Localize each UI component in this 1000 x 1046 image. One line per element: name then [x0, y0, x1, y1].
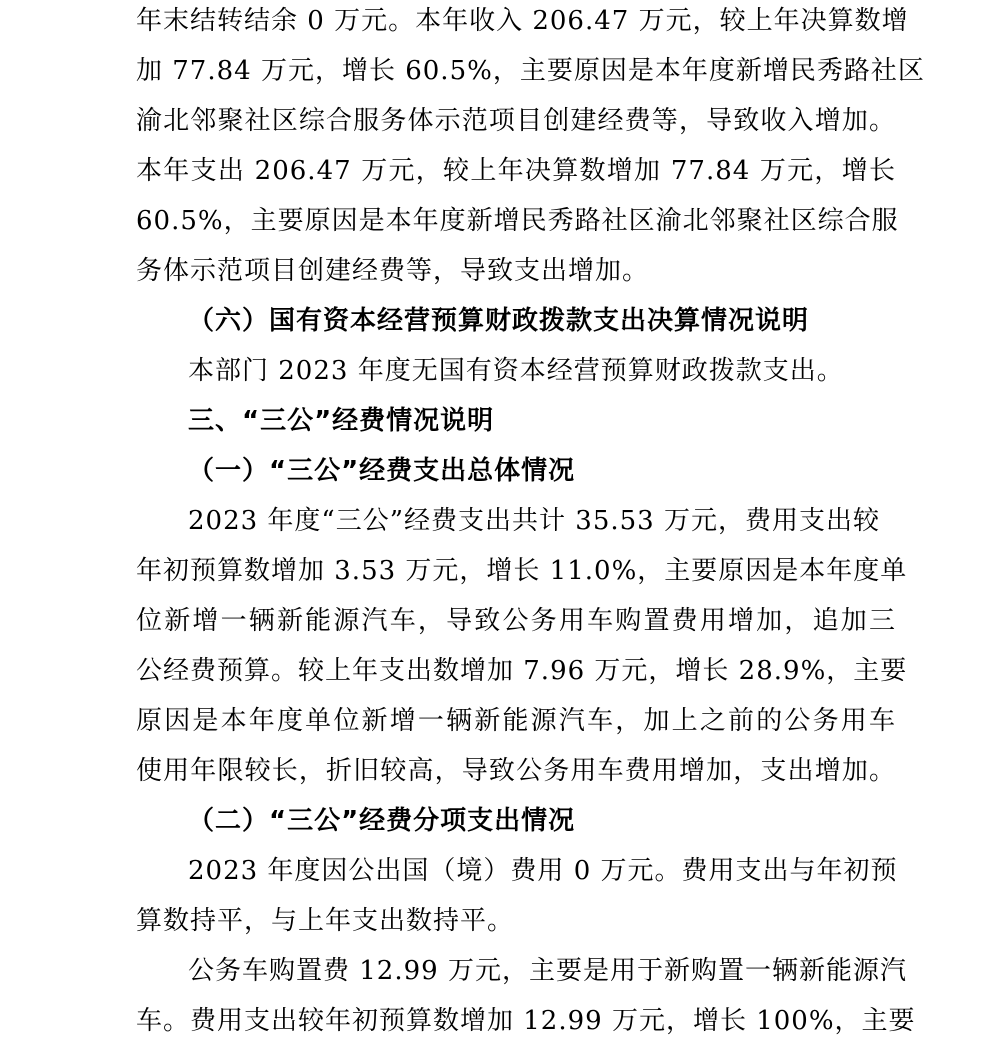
paragraph-line: 本年支出 206.47 万元，较上年决算数增加 77.84 万元，增长	[136, 156, 896, 186]
section-heading: （二）“三公”经费分项支出情况	[188, 806, 576, 836]
paragraph-line: 2023 年度因公出国（境）费用 0 万元。费用支出与年初预	[188, 856, 898, 886]
section-heading: （一）“三公”经费支出总体情况	[188, 456, 576, 486]
paragraph-line: 年末结转结余 0 万元。本年收入 206.47 万元，较上年决算数增	[136, 6, 909, 36]
paragraph-line: 使用年限较长，折旧较高，导致公务用车费用增加，支出增加。	[136, 756, 896, 786]
paragraph-line: 公经费预算。较上年支出数增加 7.96 万元，增长 28.9%，主要	[136, 656, 908, 686]
paragraph-line: 60.5%，主要原因是本年度新增民秀路社区渝北邻聚社区综合服	[136, 206, 899, 236]
paragraph-line: 算数持平，与上年支出数持平。	[136, 906, 515, 936]
section-heading: 三、“三公”经费情况说明	[188, 406, 495, 436]
paragraph-line: 2023 年度“三公”经费支出共计 35.53 万元，费用支出较	[188, 506, 880, 536]
section-heading: （六）国有资本经营预算财政拨款支出决算情况说明	[188, 306, 810, 336]
paragraph-line: 加 77.84 万元，增长 60.5%，主要原因是本年度新增民秀路社区	[136, 56, 925, 86]
paragraph-line: 原因是本年度单位新增一辆新能源汽车，加上之前的公务用车	[136, 706, 896, 736]
paragraph-line: 年初预算数增加 3.53 万元，增长 11.0%，主要原因是本年度单	[136, 556, 908, 586]
paragraph-line: 车。费用支出较年初预算数增加 12.99 万元，增长 100%，主要	[136, 1006, 916, 1036]
paragraph-line: 渝北邻聚社区综合服务体示范项目创建经费等，导致收入增加。	[136, 106, 896, 136]
paragraph-line: 公务车购置费 12.99 万元，主要是用于新购置一辆新能源汽	[188, 956, 907, 986]
paragraph-line: 务体示范项目创建经费等，导致支出增加。	[136, 256, 650, 286]
paragraph-line: 位新增一辆新能源汽车，导致公务用车购置费用增加，追加三	[136, 606, 896, 636]
paragraph-line: 本部门 2023 年度无国有资本经营预算财政拨款支出。	[188, 356, 844, 386]
